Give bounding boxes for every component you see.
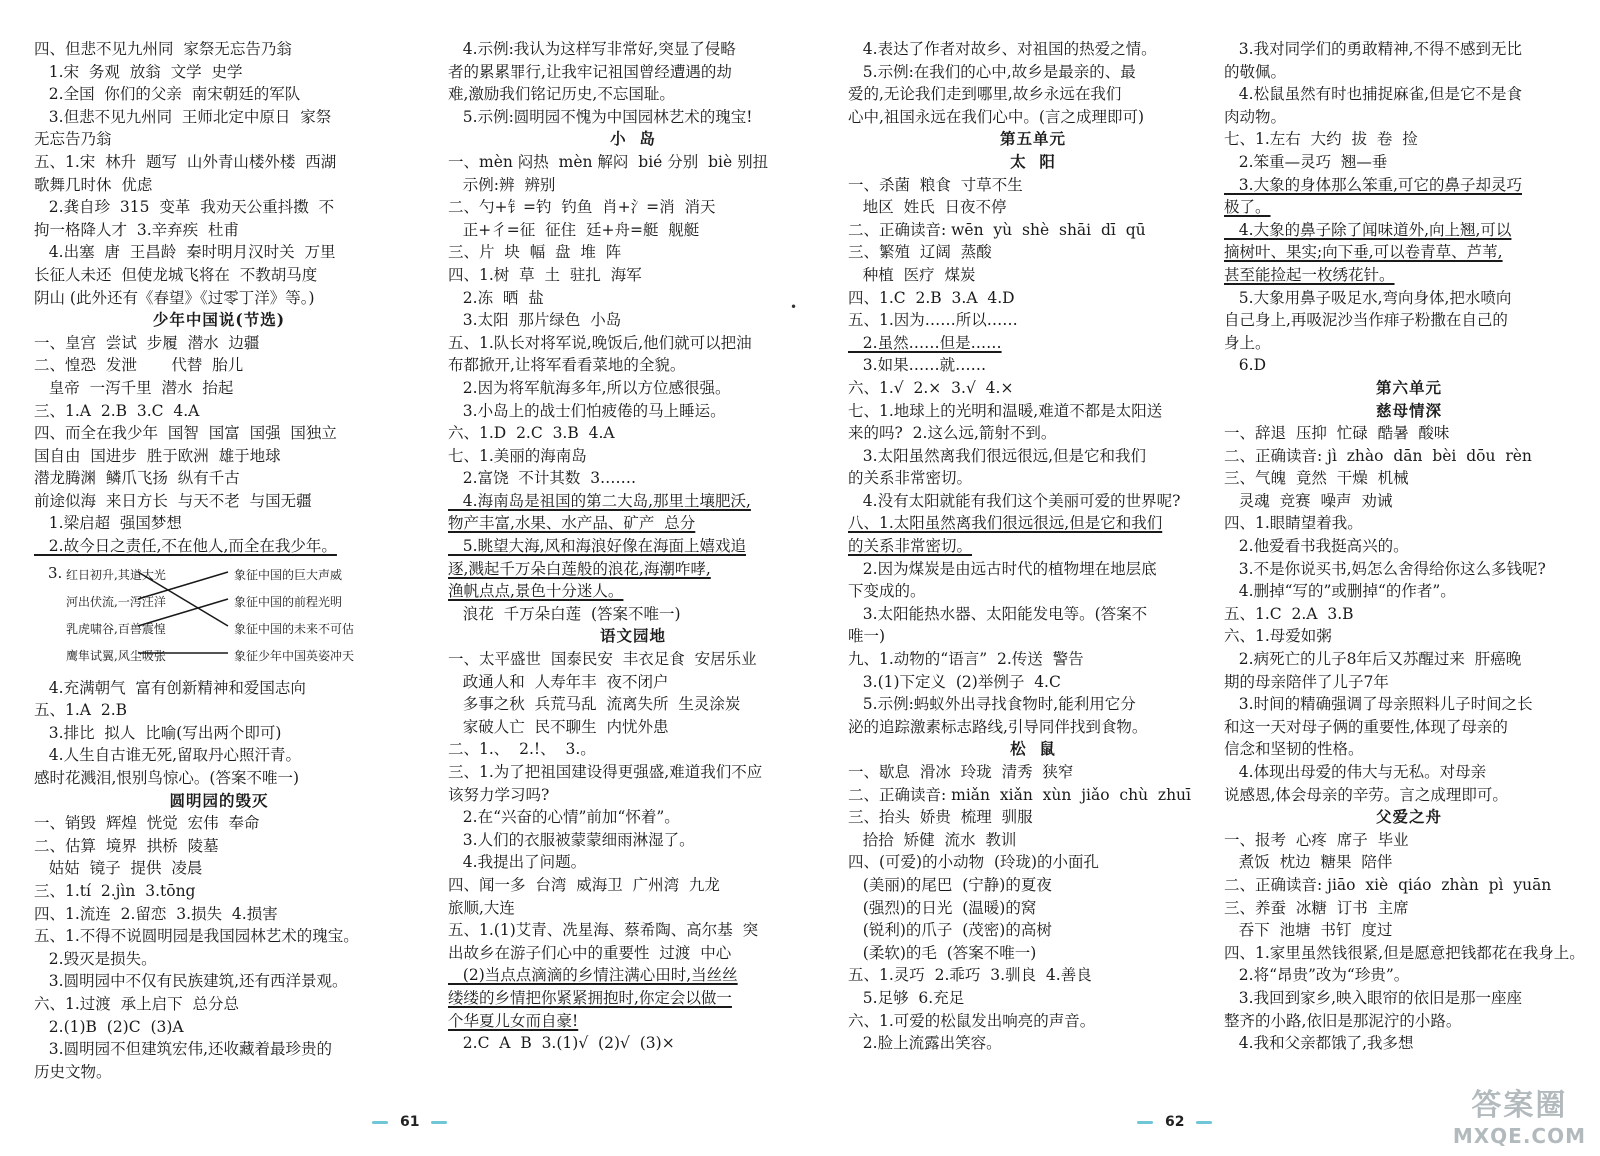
underlined-answer: 八、1.太阳虽然离我们很远很远,但是它和我们 xyxy=(848,514,1163,533)
answer-line xyxy=(448,964,800,987)
answer-line: 唯一) xyxy=(848,627,886,646)
diagram-left-item: 乳虎啸谷,百兽震惶 xyxy=(66,621,166,636)
answer-line: 三、抬头 娇贵 梳理 驯服 xyxy=(848,808,1033,827)
answer-line xyxy=(448,558,800,581)
answer-line: 3.太阳能热水器、太阳能发电等。(答案不 xyxy=(848,604,1148,623)
answer-line: 2.病死亡的儿子8年后又苏醒过来 肝癌晚 xyxy=(1224,650,1522,669)
answer-line: 3.如果……就…… xyxy=(848,356,987,375)
answer-line: 二、估算 境界 拱桥 陵墓 xyxy=(34,836,219,855)
answer-line: 该努力学习吗? xyxy=(448,785,550,804)
dash-decoration xyxy=(372,1121,388,1124)
answer-line xyxy=(448,987,800,1010)
answer-line: 4.松鼠虽然有时也捕捉麻雀,但是它不是食 xyxy=(1224,85,1522,104)
answer-line: 4.没有太阳就能有我们这个美丽可爱的世界呢? xyxy=(848,491,1181,510)
answer-line: 1.宋 务观 放翁 文学 史学 xyxy=(34,62,243,81)
answer-line xyxy=(448,1010,800,1033)
answer-line: 拾拾 矫健 流水 教训 xyxy=(848,830,1017,849)
answer-line: 四、闻一多 台湾 威海卫 广州湾 九龙 xyxy=(448,875,720,894)
answer-line: 五、1.(1)艾青、冼星海、蔡希陶、高尔基 突 xyxy=(448,921,759,940)
answer-line: 四、1.树 草 土 驻扎 海军 xyxy=(448,265,642,284)
answer-line: 3.人们的衣服被蒙蒙细雨淋湿了。 xyxy=(448,830,695,849)
match-line xyxy=(138,572,228,599)
gutter-dot: • xyxy=(790,300,798,314)
answer-line: 姑姑 镜子 提供 凌晨 xyxy=(34,859,203,878)
answer-line: 难,激励我们铭记历史,不忘国耻。 xyxy=(448,85,675,104)
answer-line xyxy=(848,332,1218,355)
section-title: 慈母情深 xyxy=(1375,400,1442,420)
underlined-answer: 甚至能捡起一枚绣花针。 xyxy=(1224,265,1395,284)
answer-line: 三、1.A 2.B 3.C 4.A xyxy=(34,401,200,420)
answer-line: 潜龙腾渊 鳞爪飞扬 纵有千古 xyxy=(34,469,240,488)
answer-line: 三、片 块 幅 盘 堆 阵 xyxy=(448,243,622,262)
answer-line xyxy=(848,512,1218,535)
answer-line: 一、皇宫 尝试 步履 潜水 边疆 xyxy=(34,333,260,352)
matching-lines xyxy=(134,560,230,675)
underlined-answer: 2.故今日之责任,不在他人,而全在我少年。 xyxy=(34,537,337,556)
answer-line: 的关系非常密切。 xyxy=(848,469,973,488)
answer-line: (强烈)的日光 (温暖)的窝 xyxy=(848,898,1037,917)
answer-line xyxy=(448,580,800,603)
answer-line: 的敬佩。 xyxy=(1224,62,1287,81)
answer-line: 吞下 池塘 书钉 度过 xyxy=(1224,921,1393,940)
diagram-right-item: 象征中国的前程光明 xyxy=(234,594,343,609)
answer-line: 四、(可爱)的小动物 (玲珑)的小面孔 xyxy=(848,853,1100,872)
answer-line: 4.人生自古谁无死,留取丹心照汗青。 xyxy=(34,746,301,765)
answer-line: 种植 医疗 煤炭 xyxy=(848,265,976,284)
answer-line: 六、1.D 2.C 3.B 4.A xyxy=(448,424,615,443)
answer-line: 3.但悲不见九州同 王师北定中原日 家祭 xyxy=(34,107,332,126)
section-title: 圆明园的毁灭 xyxy=(169,790,269,810)
answer-line: 四、但悲不见九州同 家祭无忘告乃翁 xyxy=(34,40,292,58)
diagram-left-item: 鹰隼试翼,风尘吸张 xyxy=(66,648,166,663)
answer-line: 三、养蚕 冰糖 订书 主席 xyxy=(1224,898,1409,917)
answer-line: 布都掀开,让将军看看菜地的全貌。 xyxy=(448,356,686,375)
answer-line: 地区 姓氏 日夜不停 xyxy=(848,198,1007,217)
answer-line: 二、正确读音: miǎn xiǎn xùn jiǎo chù zhuī xyxy=(848,785,1191,804)
underlined-answer: 渔帆点点,景色十分迷人。 xyxy=(448,582,624,601)
answer-line: 二、勺+钅=钓 钓鱼 肖+氵=消 消天 xyxy=(448,198,716,217)
column-3 xyxy=(848,38,1218,1055)
answer-line: 2.因为煤炭是由远古时代的植物埋在地层底 xyxy=(848,559,1157,578)
answer-line: 5.示例:蚂蚁外出寻找食物时,能利用它分 xyxy=(848,695,1136,714)
answer-line: 六、1.过渡 承上启下 总分总 xyxy=(34,994,239,1013)
answer-line: 泌的追踪激素标志路线,引导同伴找到食物。 xyxy=(848,717,1148,736)
dash-decoration xyxy=(431,1121,447,1124)
answer-line: 六、1.母爱如粥 xyxy=(1224,627,1332,646)
answer-line: 2.富饶 不计其数 3.…… xyxy=(448,469,637,488)
underlined-answer: 的关系非常密切。 xyxy=(848,537,973,556)
answer-line: 3.圆明园中不仅有民族建筑,还有西洋景观。 xyxy=(34,972,348,991)
underlined-answer: 缕缕的乡情把你紧紧拥抱时,你定会以做一 xyxy=(448,988,732,1007)
answer-line: 整齐的小路,依旧是那泥泞的小路。 xyxy=(1224,1011,1462,1030)
answer-line: 2.笨重—灵巧 翘—垂 xyxy=(1224,152,1388,171)
answer-line: 下变成的。 xyxy=(848,582,926,601)
answer-line: 多事之秋 兵荒马乱 流离失所 生灵涂炭 xyxy=(448,695,741,714)
section-title: 第五单元 xyxy=(999,129,1066,149)
answer-line: 政通人和 人寿年丰 夜不闭户 xyxy=(448,672,669,691)
answer-line: 身上。 xyxy=(1224,333,1271,352)
answer-line: 浪花 千万朵白莲 (答案不唯一) xyxy=(448,604,681,623)
diagram-left-item: 红日初升,其道大光 xyxy=(66,567,166,582)
answer-line: 示例:辨 辨别 xyxy=(448,175,556,194)
answer-line: 灵魂 竞赛 噪声 劝诫 xyxy=(1224,491,1393,510)
section-title: 小 岛 xyxy=(610,129,656,149)
dash-decoration xyxy=(1137,1121,1153,1124)
section-title: 第六单元 xyxy=(1375,377,1442,397)
answer-line: 国自由 国进步 胜于欧洲 雄于地球 xyxy=(34,446,281,465)
answer-line: 2.脸上流露出笑容。 xyxy=(848,1034,1002,1053)
answer-line: 三、气魄 竟然 干燥 机械 xyxy=(1224,469,1409,488)
answer-line: 4.充满朝气 富有创新精神和爱国志向 xyxy=(34,678,306,697)
diagram-right-item: 象征中国的巨大声威 xyxy=(234,567,343,582)
underlined-answer: 3.大象的身体那么笨重,可它的鼻子却灵巧 xyxy=(1224,175,1522,194)
answer-line: 无忘告乃翁 xyxy=(34,130,112,149)
answer-line: 3.时间的精确强调了母亲照料儿子时间之长 xyxy=(1224,695,1533,714)
answer-line: 信念和坚韧的性格。 xyxy=(1224,740,1364,759)
answer-line: 4.表达了作者对故乡、对祖国的热爱之情。 xyxy=(848,40,1157,58)
answer-line: 四、1.C 2.B 3.A 4.D xyxy=(848,288,1015,307)
answer-line: 二、1.、 2.!、 3.。 xyxy=(448,740,596,759)
answer-line: 二、正确读音: jiāo xiè qiáo zhàn pì yuān xyxy=(1224,875,1552,894)
section-title: 语文园地 xyxy=(599,626,666,646)
diagram-left-item: 河出伏流,一泻汪洋 xyxy=(66,594,166,609)
answer-line: 3.排比 拟人 比喻(写出两个即可) xyxy=(34,723,282,742)
answer-line: 6.D xyxy=(1224,356,1266,375)
answer-line: (柔软)的毛 (答案不唯一) xyxy=(848,943,1037,962)
underlined-answer: 逐,溅起千万朵白莲般的浪花,海潮咋哮, xyxy=(448,559,711,578)
answer-line: 3.小岛上的战士们怕疲倦的马上睡运。 xyxy=(448,401,726,420)
answer-line: 歌舞几时休 优虑 xyxy=(34,175,153,194)
answer-line: 4.示例:我认为这样写非常好,突显了侵略 xyxy=(448,40,736,58)
answer-line: 和这一天对母子俩的重要性,体现了母亲的 xyxy=(1224,717,1508,736)
answer-line: 期的母亲陪伴了儿子7年 xyxy=(1224,672,1389,691)
answer-line: 4.体现出母爱的伟大与无私。对母亲 xyxy=(1224,763,1487,781)
answer-line: 二、正确读音: jì zhào dān bèi dōu rèn xyxy=(1224,446,1532,465)
underlined-answer: 摘树叶、果实;向下垂,可以卷青草、芦苇, xyxy=(1224,243,1503,262)
underlined-answer: 4.海南岛是祖国的第二大岛,那里土壤肥沃, xyxy=(448,491,751,510)
answer-line: 3.太阳虽然离我们很远很远,但是它和我们 xyxy=(848,446,1146,465)
answer-line: 阴山 (此外还有《春望》《过零丁洋》等。) xyxy=(34,288,315,307)
answer-line: 历史文物。 xyxy=(34,1062,112,1081)
answer-line: 五、1.宋 林升 题写 山外青山楼外楼 西湖 xyxy=(34,152,337,171)
answer-line: 2.在“兴奋的心情”前加“怀着”。 xyxy=(448,808,680,827)
answer-line: 2.冻 晒 盐 xyxy=(448,288,544,307)
section-title: 松 鼠 xyxy=(1010,739,1056,759)
answer-line: 2.将“昂贵”改为“珍贵”。 xyxy=(1224,966,1410,985)
answer-line: 七、1.左右 大约 拔 卷 捡 xyxy=(1224,130,1418,149)
answer-line: 1.梁启超 强国梦想 xyxy=(34,514,182,533)
answer-line: (美丽)的尾巴 (宁静)的夏夜 xyxy=(848,875,1052,894)
underlined-answer: 4.大象的鼻子除了闻味道外,向上翘,可以 xyxy=(1224,220,1512,239)
answer-line: 4.出塞 唐 王昌龄 秦时明月汉时关 万里 xyxy=(34,243,336,262)
answer-line: 一、销毁 辉煌 恍觉 宏伟 奉命 xyxy=(34,814,260,833)
underlined-answer: 5.眺望大海,风和海浪好像在海面上嬉戏追 xyxy=(448,537,746,556)
underlined-answer: (2)当点点滴滴的乡情注满心田时,当丝丝 xyxy=(448,966,738,985)
column-2 xyxy=(448,38,800,1055)
answer-line: 说感恩,体会母亲的辛劳。言之成理即可。 xyxy=(1224,785,1508,804)
answer-line: 二、正确读音: wēn yù shè shāi dī qū xyxy=(848,220,1146,239)
answer-line: 来的吗? 2.这么远,箭射不到。 xyxy=(848,424,1057,443)
page-number-left: 61 xyxy=(360,1114,459,1130)
answer-line: 5.示例:圆明园不愧为中国园林艺术的瑰宝! xyxy=(448,107,753,126)
answer-line: 一、mèn 闷热 mèn 解闷 bié 分别 biè 别扭 xyxy=(448,152,769,171)
page-number-right: 62 xyxy=(1125,1114,1224,1130)
answer-line: 一、歇息 滑冰 玲珑 清秀 狭窄 xyxy=(848,763,1074,781)
answer-line: 旅顺,大连 xyxy=(448,898,515,917)
answer-line: 六、1.√ 2.× 3.√ 4.× xyxy=(848,378,1014,397)
underlined-answer: 极了。 xyxy=(1224,198,1271,217)
answer-line: 四、1.家里虽然钱很紧,但是愿意把钱都花在我身上。 xyxy=(1224,943,1585,962)
answer-line: 3.我对同学们的勇敢精神,不得不感到无比 xyxy=(1224,40,1522,58)
answer-line: 者的累累罪行,让我牢记祖国曾经遭遇的劫 xyxy=(448,62,732,81)
answer-line: 4.我提出了问题。 xyxy=(448,853,587,872)
answer-line: 3.太阳 那片绿色 小岛 xyxy=(448,311,622,330)
answer-line: 正+彳=征 征住 廷+舟=艇 舰艇 xyxy=(448,220,700,239)
answer-line: 煮饭 枕边 糖果 陪伴 xyxy=(1224,853,1393,872)
answer-line: 4.删掉“写的”或删掉“的作者”。 xyxy=(1224,582,1456,601)
answer-line: 七、1.美丽的海南岛 xyxy=(448,446,587,465)
answer-line: 七、1.地球上的光明和温暖,难道不都是太阳送 xyxy=(848,401,1163,420)
answer-line: 肉动物。 xyxy=(1224,107,1287,126)
answer-line: 5.足够 6.充足 xyxy=(848,988,965,1007)
answer-line: 爱的,无论我们走到哪里,故乡永远在我们 xyxy=(848,85,1122,104)
answer-line xyxy=(1224,219,1594,242)
answer-line: 2.C A B 3.(1)√ (2)√ (3)× xyxy=(448,1034,675,1053)
answer-line: 五、1.C 2.A 3.B xyxy=(1224,604,1354,623)
section-title: 父爱之舟 xyxy=(1375,807,1442,827)
answer-line: 五、1.灵巧 2.乖巧 3.驯良 4.善良 xyxy=(848,966,1092,985)
answer-line: 三、繁殖 辽阔 蒸酸 xyxy=(848,243,992,262)
diagram-right-item: 象征中国的未来不可估 xyxy=(234,621,355,636)
column-1 xyxy=(34,38,404,1083)
answer-line: 4.我和父亲都饿了,我多想 xyxy=(1224,1034,1414,1053)
answer-line: 2.因为将军航海多年,所以方位感很强。 xyxy=(448,378,731,397)
answer-line: 5.示例:在我们的心中,故乡是最亲的、最 xyxy=(848,62,1136,81)
answer-line: 3.不是你说买书,妈怎么舍得给你这么多钱呢? xyxy=(1224,559,1546,578)
answer-line: 3.我回到家乡,映入眼帘的依旧是那一座座 xyxy=(1224,988,1522,1007)
column-4 xyxy=(1224,38,1594,1055)
match-line xyxy=(138,572,228,626)
matching-diagram xyxy=(34,560,404,675)
answer-line: 三、1.tí 2.jìn 3.tōng xyxy=(34,882,196,900)
answer-line: 皇帝 一泻千里 潜水 抬起 xyxy=(34,378,234,397)
answer-line: 前途似海 来日方长 与天不老 与国无疆 xyxy=(34,491,312,510)
answer-line: 九、1.动物的“语言” 2.传送 警告 xyxy=(848,650,1084,669)
answer-line: 家破人亡 民不聊生 内忧外患 xyxy=(448,717,669,736)
watermark-logo: 答案圈 MXQE.COM xyxy=(1452,1088,1586,1148)
answer-line xyxy=(448,535,800,558)
answer-line: 长征人未还 但使龙城飞将在 不教胡马度 xyxy=(34,265,318,284)
answer-line: 2.龚自珍 315 变革 我劝天公重抖擞 不 xyxy=(34,198,335,217)
diagram-label: 3. xyxy=(48,563,63,582)
answer-line: 出故乡在游子们心中的重要性 过渡 中心 xyxy=(448,943,732,962)
answer-line: 一、辞退 压抑 忙碌 酷暑 酸味 xyxy=(1224,424,1450,443)
answer-line: 五、1.A 2.B xyxy=(34,701,128,720)
answer-line xyxy=(1224,174,1594,197)
answer-line: 3.(1)下定义 (2)举例子 4.C xyxy=(848,672,1061,691)
underlined-answer: 个华夏儿女而自豪! xyxy=(448,1011,579,1030)
answer-line xyxy=(1224,241,1594,264)
underlined-answer: 2.虽然……但是…… xyxy=(848,333,1002,352)
answer-line: 自己身上,再吸泥沙当作痱子粉撒在自己的 xyxy=(1224,311,1508,330)
answer-line: 五、1.不得不说圆明园是我国园林艺术的瑰宝。 xyxy=(34,927,359,946)
answer-line: 一、杀菌 粮食 寸草不生 xyxy=(848,175,1023,194)
answer-line: 四、1.流连 2.留恋 3.损失 4.损害 xyxy=(34,904,278,923)
underlined-answer: 物产丰富,水果、水产品、矿产 总分 xyxy=(448,514,696,533)
answer-line: 一、太平盛世 国泰民安 丰衣足食 安居乐业 xyxy=(448,650,757,669)
right-page xyxy=(800,0,1600,1156)
answer-line: 心中,祖国永远在我们心中。(言之成理即可) xyxy=(848,107,1145,126)
answer-line xyxy=(34,535,404,558)
answer-line xyxy=(1224,196,1594,219)
answer-line: 5.大象用鼻子吸足水,弯向身体,把水喷向 xyxy=(1224,288,1512,307)
answer-line: 五、1.因为……所以…… xyxy=(848,311,1018,330)
answer-line xyxy=(448,490,800,513)
answer-line: 六、1.可爱的松鼠发出响亮的声音。 xyxy=(848,1011,1096,1030)
diagram-right-item: 象征少年中国英姿冲天 xyxy=(234,648,355,663)
answer-line: 四、1.眼睛望着我。 xyxy=(1224,514,1363,533)
answer-line: 2.(1)B (2)C (3)A xyxy=(34,1017,184,1036)
answer-line: 2.他爱看书我挺高兴的。 xyxy=(1224,537,1409,556)
answer-line: 感时花溅泪,恨别鸟惊心。(答案不唯一) xyxy=(34,769,300,788)
match-line xyxy=(138,599,228,626)
dash-decoration xyxy=(1196,1121,1212,1124)
answer-line: 2.毁灭是损失。 xyxy=(34,949,157,968)
section-title: 少年中国说(节选) xyxy=(152,310,286,330)
answer-line: 三、1.为了把祖国建设得更强盛,难道我们不应 xyxy=(448,763,763,781)
answer-line: 四、而全在我少年 国智 国富 国强 国独立 xyxy=(34,424,337,443)
answer-line xyxy=(1224,264,1594,287)
answer-line: (锐利)的爪子 (茂密)的高树 xyxy=(848,921,1052,940)
answer-line: 五、1.队长对将军说,晚饭后,他们就可以把油 xyxy=(448,333,752,352)
answer-line xyxy=(448,512,800,535)
answer-line: 2.全国 你们的父亲 南宋朝廷的军队 xyxy=(34,85,301,104)
answer-line: 拘一格降人才 3.辛弃疾 杜甫 xyxy=(34,220,239,239)
answer-line: 3.圆明园不但建筑宏伟,还收藏着最珍贵的 xyxy=(34,1040,332,1059)
answer-line: 二、惶恐 发泄 代替 胎儿 xyxy=(34,356,244,375)
section-title: 太 阳 xyxy=(1010,151,1056,171)
answer-line: 一、报考 心疼 席子 毕业 xyxy=(1224,830,1409,849)
answer-line xyxy=(848,535,1218,558)
